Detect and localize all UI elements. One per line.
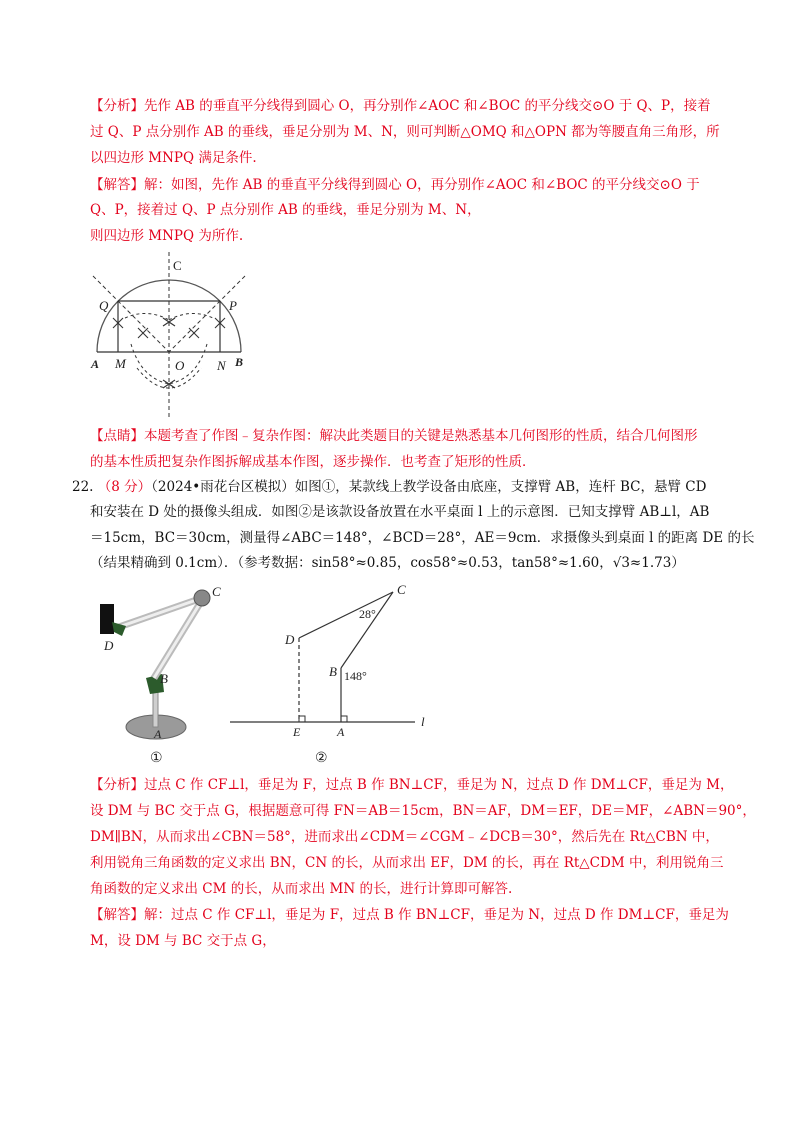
label-a: A <box>91 357 100 371</box>
answer1-line-3: 则四边形 MNPQ 为所作. <box>90 228 244 244</box>
schematic-label-l: l <box>421 714 425 729</box>
construction-arc-4 <box>131 344 169 384</box>
answer1-line-1: 【解答】解：如图，先作 AB 的垂直平分线得到圆心 O，再分别作∠AOC 和∠BOC 的平分线交⊙O 于 <box>90 177 700 193</box>
question22-line-3: ＝15cm，BC＝30cm，测量得∠ABC＝148°，∠BCD＝28°，AE＝9cm．求摄像头到桌面 l 的距离 DE 的长 <box>90 530 755 546</box>
joint-c <box>194 590 210 606</box>
support-arm-ab <box>153 692 158 727</box>
label-o: O <box>175 358 185 373</box>
analysis1-line-2: 过 Q、P 点分别作 AB 的垂线，垂足分别为 M、N，则可判断△OMQ 和△OPN 都为等腰直角三角形，所 <box>90 124 720 140</box>
right-angle-a <box>341 716 347 722</box>
question22-line-1: （2024•雨花台区模拟）如图①，某款线上教学设备由底座，支撑臂 AB，连杆 BC，悬臂 CD <box>151 479 707 495</box>
label-n: N <box>217 358 226 373</box>
schematic-label-d: D <box>285 632 295 647</box>
schematic-caption: ② <box>315 751 328 766</box>
answer1-line-2: Q、P，接着过 Q、P 点分别作 AB 的垂线，垂足分别为 M、N， <box>90 202 481 218</box>
schematic-label-e: E <box>293 725 301 739</box>
device-illustration <box>92 582 222 772</box>
analysis1-line-1: 【分析】先作 AB 的垂直平分线得到圆心 O，再分别作∠AOC 和∠BOC 的平分线交⊙O 于 Q、P，接着 <box>90 98 711 114</box>
label-q: Q <box>99 298 109 313</box>
bisector-oq <box>93 276 169 352</box>
photo-label-c: C <box>212 584 221 599</box>
question22-line-2: 和安装在 D 处的摄像头组成．如图②是该款设备放置在水平桌面 l 上的示意图．已知支撑臂 AB⊥l，AB <box>90 504 710 520</box>
label-m: M <box>115 356 126 371</box>
construction-arc-1 <box>125 313 169 320</box>
photo-label-a: A <box>154 727 162 741</box>
analysis2-line-4: 利用锐角三角函数的定义求出 BN，CN 的长，从而求出 EF，DM 的长，再在 Rt△CDM 中，利用锐角三 <box>90 855 724 871</box>
photo-label-b: B <box>160 671 168 686</box>
schematic-diagram <box>225 582 440 772</box>
answer2-line-2: M，设 DM 与 BC 交于点 G， <box>90 933 276 949</box>
right-angle-e <box>299 716 305 722</box>
answer2-line-1: 【解答】解：过点 C 作 CF⊥l，垂足为 F，过点 B 作 BN⊥CF，垂足为 N，过点 D 作 DM⊥CF，垂足为 <box>90 907 729 923</box>
photo-label-d: D <box>104 638 114 653</box>
analysis2-line-5: 角函数的定义求出 CM 的长，从而求出 MN 的长，进行计算即可解答. <box>90 881 513 897</box>
analysis1-line-3: 以四边形 MNPQ 满足条件. <box>90 150 257 166</box>
question-number: 22. <box>72 479 94 495</box>
comment1-line-2: 的基本性质把复杂作图拆解成基本作图，逐步操作．也考查了矩形的性质． <box>90 454 536 470</box>
analysis2-line-1: 【分析】过点 C 作 CF⊥l，垂足为 F，过点 B 作 BN⊥CF，垂足为 N，过点 D 作 DM⊥CF，垂足为 M， <box>90 777 734 793</box>
comment1-line-1: 【点睛】本题考查了作图﹣复杂作图：解决此类题目的关键是熟悉基本几何图形的性质，结合几何图形 <box>90 428 698 444</box>
camera-body <box>100 604 114 634</box>
photo-caption: ① <box>150 751 163 766</box>
angle-label-c: 28° <box>359 607 376 621</box>
question22-header <box>72 477 706 497</box>
label-c: C <box>173 258 182 273</box>
segment-bc <box>341 592 393 668</box>
label-p: P <box>229 298 237 313</box>
schematic-label-b: B <box>329 664 337 679</box>
question22-line-4: （结果精确到 0.1cm）．（参考数据：sin58°≈0.85，cos58°≈0.53，tan58°≈1.60，√3≈1.73） <box>90 555 685 571</box>
schematic-label-c: C <box>397 582 406 597</box>
label-b: B <box>235 355 244 369</box>
semicircle-construction-figure <box>85 248 265 424</box>
segment-cd <box>299 592 393 638</box>
construction-arc-2 <box>169 313 213 320</box>
analysis2-line-2: 设 DM 与 BC 交于点 G，根据题意可得 FN＝AB＝15cm，BN＝AF，DM＝EF，DE＝MF，∠ABN＝90°， <box>90 803 756 819</box>
schematic-label-a: A <box>337 725 345 739</box>
question-score: （8 分） <box>97 479 152 495</box>
angle-label-b: 148° <box>344 669 367 683</box>
bisector-op <box>169 276 245 352</box>
analysis2-line-3: DM∥BN，从而求出∠CBN＝58°，进而求出∠CDM＝∠CGM﹣∠DCB＝30°，然后先在 Rt△CBN 中， <box>90 829 719 845</box>
